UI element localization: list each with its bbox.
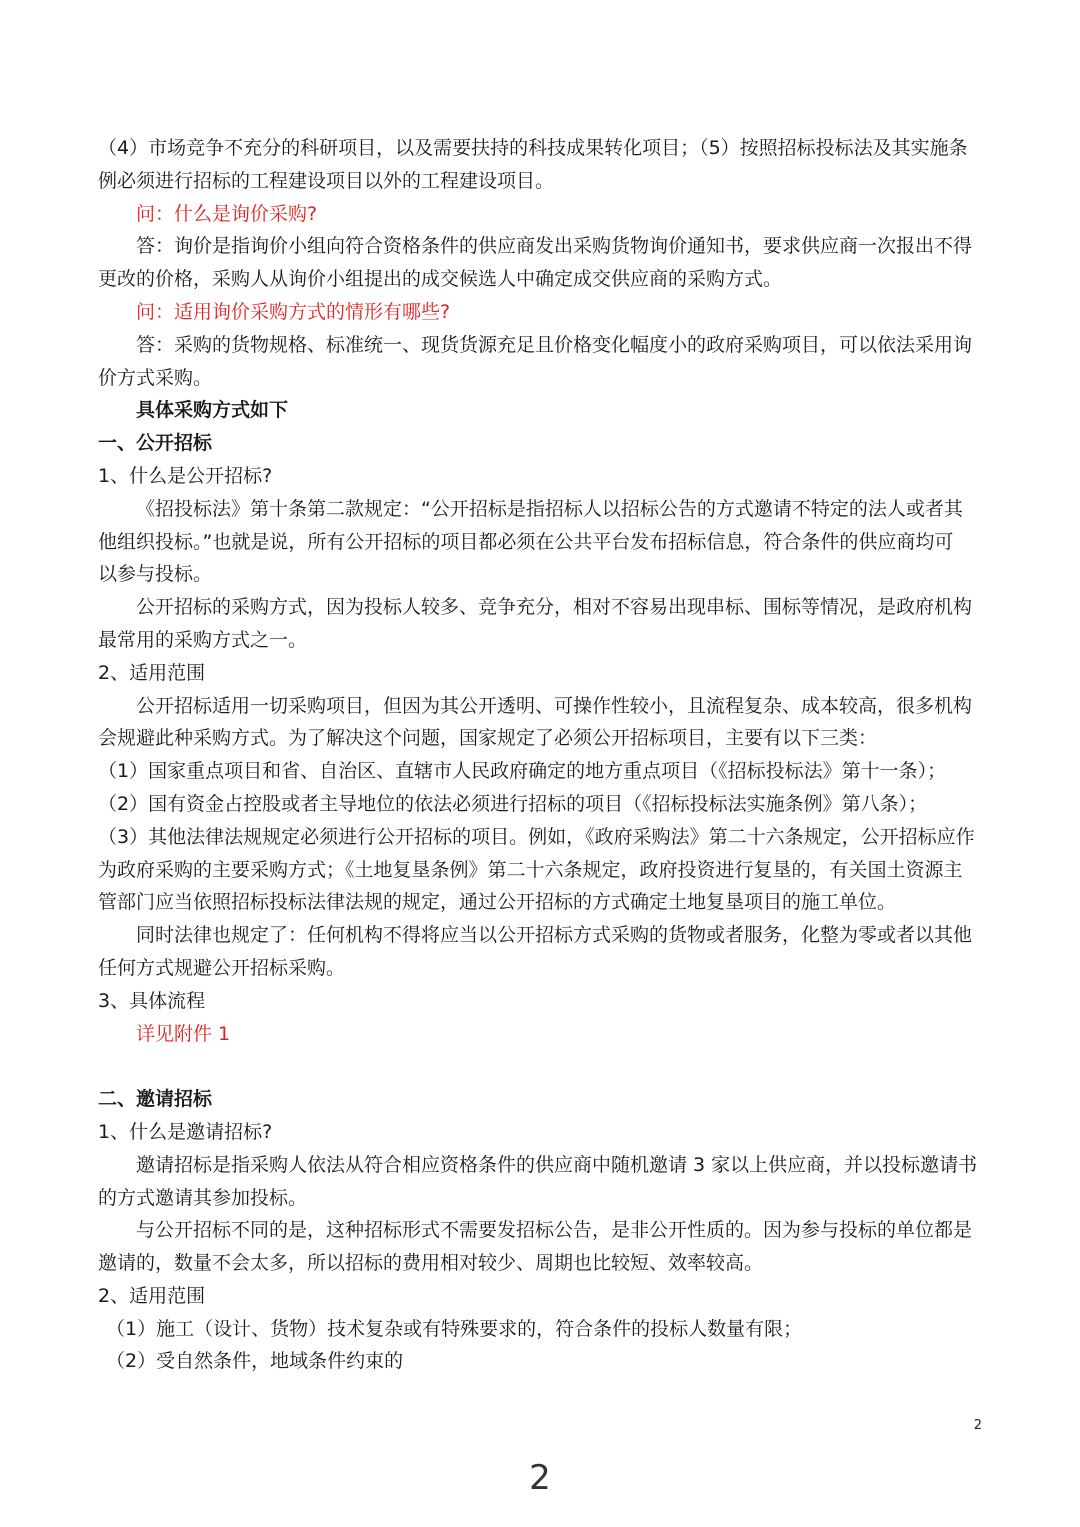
text-line: 以参与投标。 (98, 563, 213, 586)
text-line: 的方式邀请其参加投标。 (98, 1186, 308, 1209)
text-line: 为政府采购的主要采购方式；《土地复垦条例》第二十六条规定，政府投资进行复垦的，有关国土资源主 (98, 858, 963, 881)
subsection-heading: 1、什么是邀请招标? (98, 1120, 273, 1143)
text-line: 管部门应当依照招标投标法律法规的规定，通过公开招标的方式确定土地复垦项目的施工单位。 (98, 891, 897, 914)
text-line: 邀请招标是指采购人依法从符合相应资格条件的供应商中随机邀请 3 家以上供应商，并以投标邀请书 (136, 1153, 978, 1176)
subsection-heading: 3、具体流程 (98, 989, 206, 1012)
text-line: （4）市场竞争不充分的科研项目，以及需要扶持的科技成果转化项目；（5）按照招标投标法及其实施条 (98, 137, 968, 159)
question-line: 问：适用询价采购方式的情形有哪些? (136, 300, 451, 323)
section-heading: 一、公开招标 (98, 432, 213, 455)
section-intro-heading: 具体采购方式如下 (136, 399, 289, 422)
text-line: 公开招标的采购方式，因为投标人较多、竞争充分，相对不容易出现串标、围标等情况，是政府机构 (136, 596, 973, 619)
question-line: 问：什么是询价采购? (136, 202, 318, 225)
text-line: 更改的价格，采购人从询价小组提出的成交候选人中确定成交供应商的采购方式。 (98, 268, 783, 291)
text-line: 邀请的，数量不会太多，所以招标的费用相对较少、周期也比较短、效率较高。 (98, 1252, 764, 1275)
text-line: 任何方式规避公开招标采购。 (98, 956, 346, 979)
list-item: （1）施工（设计、货物）技术复杂或有特殊要求的，符合条件的投标人数量有限； (106, 1317, 803, 1340)
document-body (98, 132, 982, 1378)
list-item: （3）其他法律法规规定必须进行公开招标的项目。例如，《政府采购法》第二十六条规定，公开招标应作 (98, 825, 975, 848)
text-line: 同时法律也规定了：任何机构不得将应当以公开招标方式采购的货物或者服务，化整为零或者以其他 (136, 924, 973, 947)
section-heading: 二、邀请招标 (98, 1088, 213, 1111)
blank-line (98, 1050, 982, 1083)
list-item: （1）国家重点项目和省、自治区、直辖市人民政府确定的地方重点项目（《招标投标法》第十一条）； (98, 760, 947, 783)
text-line: 与公开招标不同的是，这种招标形式不需要发招标公告，是非公开性质的。因为参与投标的单位都是 (136, 1219, 973, 1242)
answer-line: 答：询价是指询价小组向符合资格条件的供应商发出采购货物询价通知书，要求供应商一次报出不得 (136, 235, 973, 258)
subsection-heading: 2、适用范围 (98, 661, 206, 684)
list-item: （2）国有资金占控股或者主导地位的依法必须进行招标的项目（《招标投标法实施条例》第八条）； (98, 792, 928, 815)
text-line: 公开招标适用一切采购项目，但因为其公开透明、可操作性较小，且流程复杂、成本较高，很多机构 (136, 694, 973, 717)
list-item: （2）受自然条件，地域条件约束的 (106, 1350, 404, 1373)
answer-line: 答：采购的货物规格、标准统一、现货货源充足且价格变化幅度小的政府采购项目，可以依法采用询 (136, 333, 973, 356)
text-line: 例必须进行招标的工程建设项目以外的工程建设项目。 (98, 169, 555, 192)
page-number-large: 2 (529, 1458, 551, 1498)
page-number-footer: 2 (973, 1418, 982, 1433)
text-line: 会规避此种采购方式。为了解决这个问题，国家规定了必须公开招标项目，主要有以下三类： (98, 727, 878, 750)
text-line: 《招投标法》第十条第二款规定：“公开招标是指招标人以招标公告的方式邀请不特定的法人或者其 (136, 497, 963, 520)
subsection-heading: 2、适用范围 (98, 1284, 206, 1307)
text-line: 他组织投标。”也就是说，所有公开招标的项目都必须在公共平台发布招标信息，符合条件的供应商均可 (98, 530, 954, 553)
text-line: 价方式采购。 (98, 366, 213, 389)
attachment-reference: 详见附件 1 (136, 1022, 231, 1045)
text-line: 最常用的采购方式之一。 (98, 628, 308, 651)
subsection-heading: 1、什么是公开招标? (98, 464, 273, 487)
